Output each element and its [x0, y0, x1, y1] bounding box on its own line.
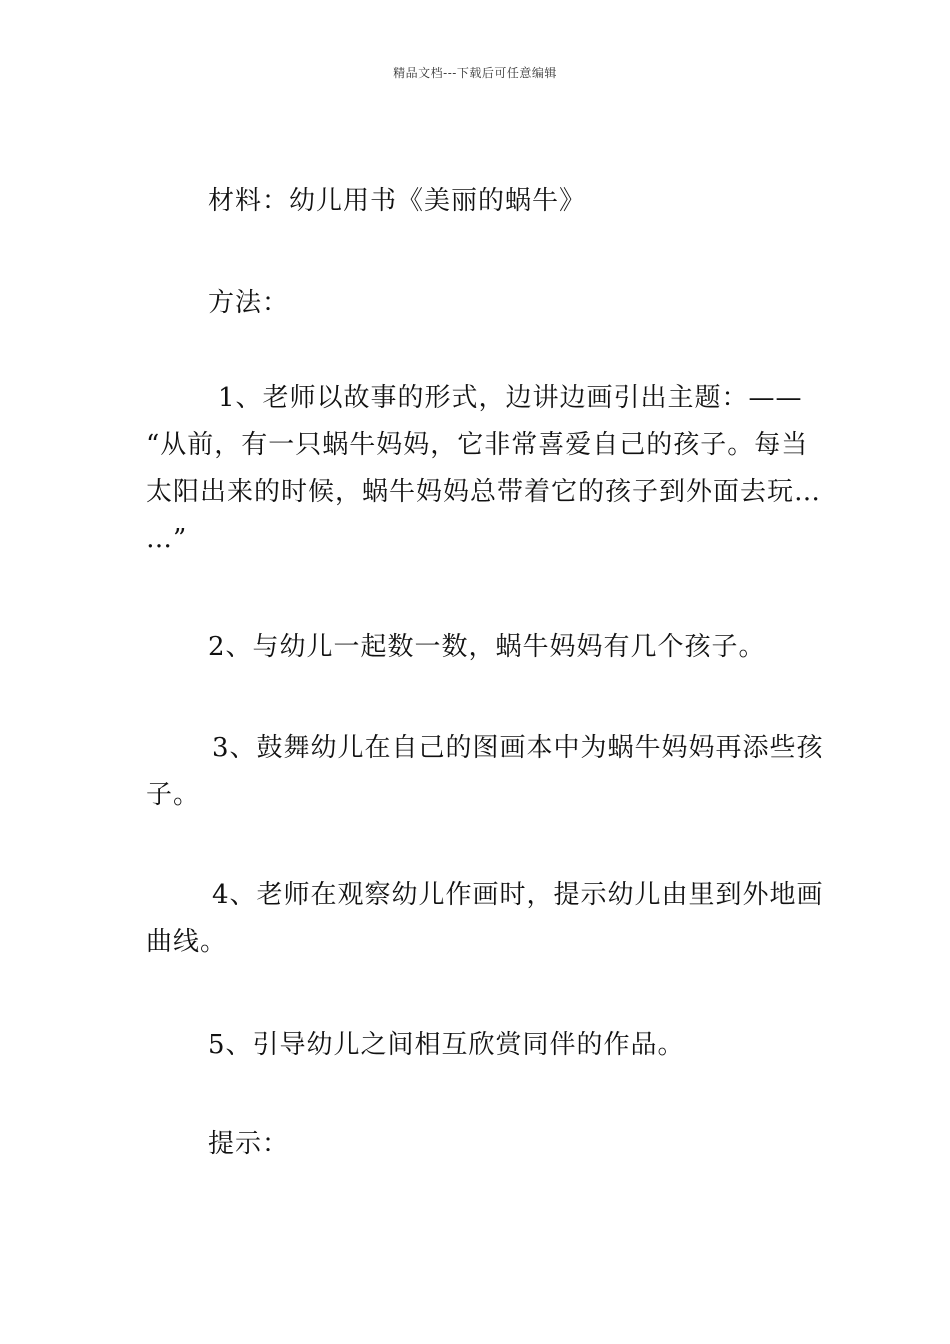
step-4-paragraph — [146, 872, 824, 966]
step-1-line-2: “从前，有一只蜗牛妈妈，它非常喜爱自己的孩子。每当 — [146, 430, 809, 460]
step-3-line-1: 3、鼓舞幼儿在自己的图画本中为蜗牛妈妈再添些孩 — [212, 733, 824, 763]
step-1-line-1: 1、老师以故事的形式，边讲边画引出主题：—— — [218, 383, 803, 413]
step-1-paragraph — [146, 375, 822, 563]
page-header: 精品文档---下载后可任意编辑 — [393, 66, 557, 80]
method-heading: 方法： — [208, 288, 290, 318]
step-4-line-1: 4、老师在观察幼儿作画时，提示幼儿由里到外地画 — [212, 880, 824, 910]
step-5-paragraph: 5、引导幼儿之间相互欣赏同伴的作品。 — [208, 1030, 685, 1060]
step-3-paragraph — [146, 725, 824, 819]
material-paragraph: 材料：幼儿用书《美丽的蜗牛》 — [208, 186, 587, 216]
step-4-line-2: 曲线。 — [146, 927, 228, 957]
step-3-line-2: 子。 — [146, 780, 201, 810]
step-2-paragraph: 2、与幼儿一起数一数，蜗牛妈妈有几个孩子。 — [208, 632, 766, 662]
step-1-line-4: …” — [146, 524, 188, 554]
step-1-line-3: 太阳出来的时候，蜗牛妈妈总带着它的孩子到外面去玩… — [146, 477, 822, 507]
tips-heading: 提示： — [208, 1129, 290, 1159]
